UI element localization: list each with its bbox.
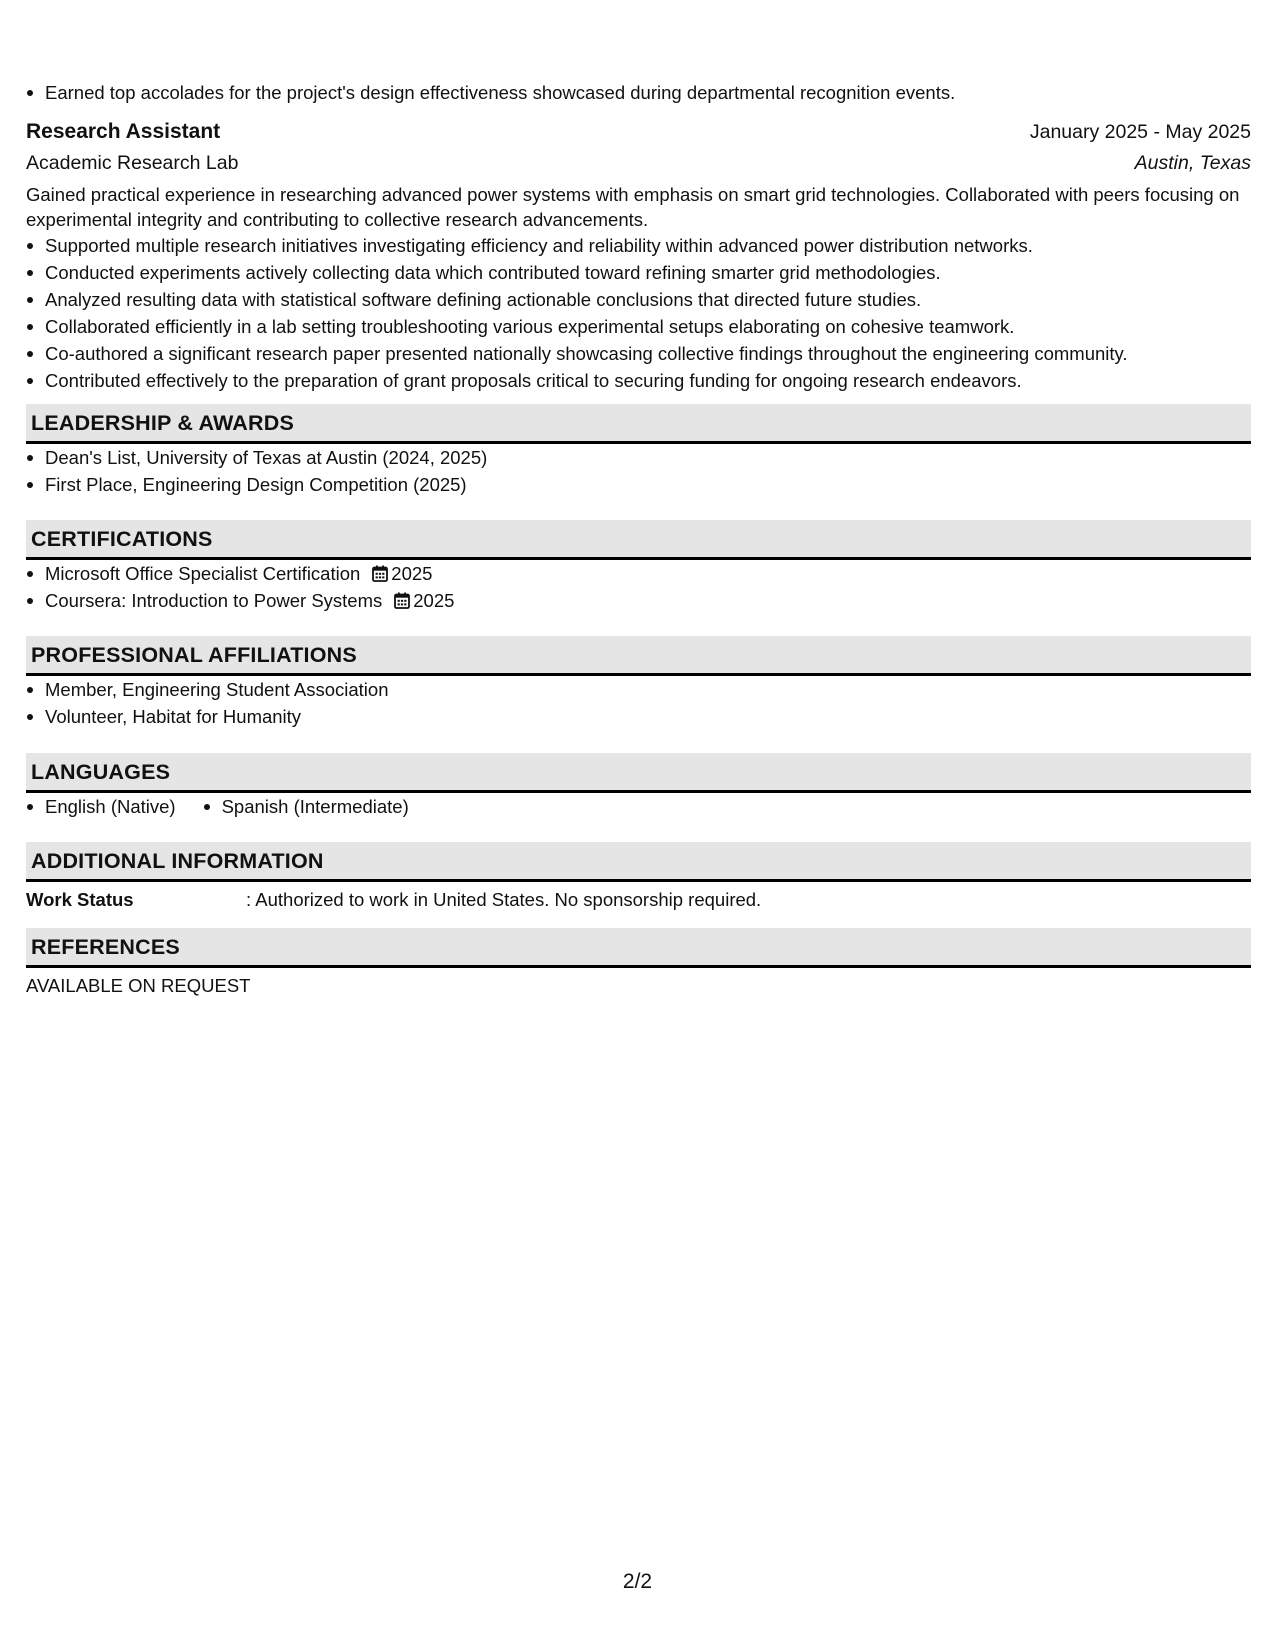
- bullet-item: Contributed effectively to the preparation of grant proposals critical to securing funding for ongoing research endeavors.: [26, 367, 1251, 394]
- section-header: [26, 404, 1251, 444]
- section-title: LANGUAGES: [31, 760, 171, 784]
- section-languages: [26, 753, 1251, 820]
- job-title: Research Assistant: [26, 120, 221, 143]
- job-organization: Academic Research Lab: [26, 152, 239, 174]
- section-header: [26, 520, 1251, 560]
- certification-item: [26, 587, 1251, 614]
- job-dates: January 2025 - May 2025: [1029, 121, 1251, 143]
- section-title: CERTIFICATIONS: [31, 527, 213, 551]
- work-status-row: [26, 882, 1251, 913]
- calendar-icon: [372, 565, 388, 582]
- work-status-value: : Authorized to work in United States. No sponsorship required.: [246, 889, 762, 910]
- language-item: English (Native): [26, 793, 176, 820]
- certification-item: [26, 560, 1251, 587]
- work-status-label: Work Status: [26, 889, 134, 910]
- section-header: [26, 842, 1251, 882]
- bullet-item: Collaborated efficiently in a lab setting troubleshooting various experimental setups elaborating on cohesive teamwork.: [26, 313, 1251, 340]
- section-title: ADDITIONAL INFORMATION: [31, 849, 324, 873]
- job-location: Austin, Texas: [1134, 152, 1251, 174]
- section-header: [26, 928, 1251, 968]
- bullet-item: Analyzed resulting data with statistical software defining actionable conclusions that directed future studies.: [26, 286, 1251, 313]
- section-title: REFERENCES: [31, 935, 180, 959]
- affiliation-item: Volunteer, Habitat for Humanity: [26, 703, 1251, 730]
- certification-year: 2025: [391, 563, 433, 584]
- previous-job-bullets: [26, 79, 1251, 106]
- certification-year: 2025: [413, 590, 455, 611]
- section-title: LEADERSHIP & AWARDS: [31, 411, 295, 435]
- certification-name: Microsoft Office Specialist Certification: [45, 563, 361, 584]
- award-item: Dean's List, University of Texas at Austin (2024, 2025): [26, 444, 1251, 471]
- bullet-item: Supported multiple research initiatives investigating efficiency and reliability within advanced power distribution networks.: [26, 232, 1251, 259]
- bullet-item: Co-authored a significant research paper presented nationally showcasing collective findings throughout the engineering community.: [26, 340, 1251, 367]
- award-item: First Place, Engineering Design Competition (2025): [26, 471, 1251, 498]
- section-certifications: [26, 520, 1251, 614]
- section-references: [26, 928, 1251, 999]
- section-header: [26, 636, 1251, 676]
- affiliation-item: Member, Engineering Student Association: [26, 676, 1251, 703]
- page-number: 2/2: [622, 1570, 653, 1593]
- section-additional-info: [26, 842, 1251, 913]
- references-text: AVAILABLE ON REQUEST: [26, 975, 251, 996]
- section-leadership: [26, 404, 1251, 498]
- job-research-assistant: [26, 117, 1251, 394]
- section-header: [26, 753, 1251, 793]
- calendar-icon: [394, 592, 410, 609]
- language-item: Spanish (Intermediate): [203, 793, 409, 820]
- bullet-item: Conducted experiments actively collecting data which contributed toward refining smarter grid methodologies.: [26, 259, 1251, 286]
- bullet-item: Earned top accolades for the project's design effectiveness showcased during departmental recognition events.: [26, 79, 1251, 106]
- job-description: Gained practical experience in researching advanced power systems with emphasis on smart grid technologies. Collaborated with peers focusing on experimental integrity and contributing to collective research advancements.: [26, 184, 1240, 230]
- job-bullets: [26, 232, 1251, 394]
- section-affiliations: [26, 636, 1251, 730]
- certification-name: Coursera: Introduction to Power Systems: [45, 590, 383, 611]
- section-title: PROFESSIONAL AFFILIATIONS: [31, 643, 357, 667]
